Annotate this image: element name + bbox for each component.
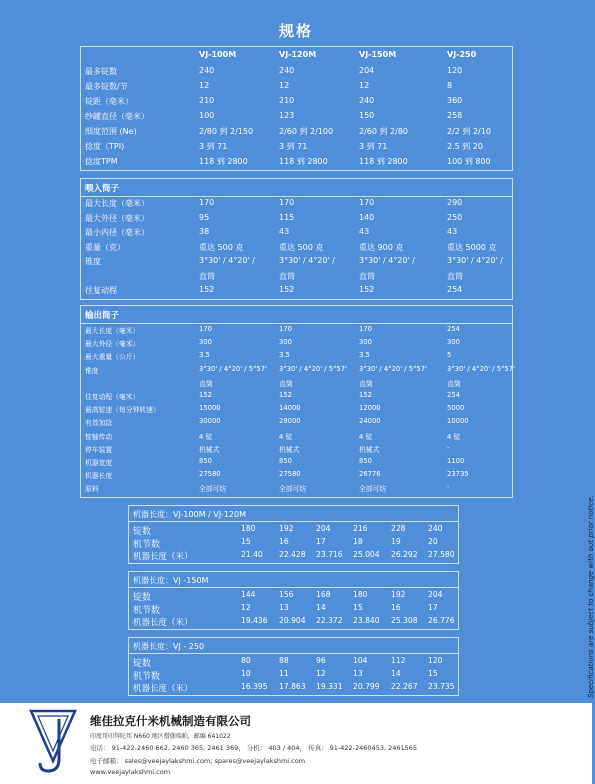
row-label: 机器长度（米） [133,552,193,562]
cell-value: 152 [199,391,212,399]
cell-value: 16 [391,603,401,612]
table-row [81,338,512,351]
cell-value: 258 [447,111,463,120]
cell-value: 2.5 到 20 [447,142,483,151]
cell-value: 360 [447,96,463,105]
row-label: 最大外径（毫米） [85,340,140,349]
cell-value: 38 [199,227,210,236]
cell-value: 27580 [279,470,301,479]
table-row [81,271,512,286]
cell-value: 156 [279,590,294,599]
table-row [81,96,512,111]
cell-value: 170 [359,325,372,333]
cell-value: 204 [316,524,331,533]
cell-value: 直筒 [447,379,461,388]
cell-value: 13 [279,603,289,612]
cell-value: 204 [359,66,375,75]
cell-value: 14 [391,669,401,678]
cell-value: 12 [199,81,210,90]
cell-value: 3 到 71 [199,142,228,151]
cell-value: 17.863 [279,682,306,691]
table-row [81,364,515,378]
cell-value: 170 [279,325,292,333]
cell-value: 重达 500 克 [199,242,244,252]
cell-value: 24000 [359,417,381,426]
side-note: Specifications are subject to change with out prior notice. [587,495,595,698]
table-row [81,457,512,470]
table-row [81,391,512,404]
cell-value: 21.40 [241,550,263,559]
cell-value: 22.428 [279,550,306,559]
cell-value: 20.799 [353,682,380,691]
cell-value: 180 [353,590,368,599]
cell-value: 850 [199,457,212,465]
row-label: 最大重量（公斤） [85,353,140,362]
cell-value: 120 [428,656,443,665]
cell-value: 3°30' / 4°20' / [447,256,503,265]
section-title: 输出筒子 [85,311,120,321]
table-row [81,156,512,171]
table-row [81,256,512,271]
cell-value: 全部可纺 [199,485,227,494]
length-table-vj100m-vj120m [128,505,459,564]
cell-value: 152 [359,391,372,399]
row-label: 最高锭速（每分钟转速） [85,406,160,415]
cell-value: 19 [391,537,401,546]
cell-value: 23.840 [353,616,380,625]
cell-value: 88 [279,656,289,665]
cell-value: 115 [279,212,295,222]
cell-value: 3°30' / 4°20' / [199,256,255,265]
cell-value: 3°30' / 4°20' / [279,256,335,265]
cell-value: 123 [279,111,295,120]
length-table-title: 机器长度：VJ - 250 [133,642,205,651]
row-label: 机节数 [133,672,161,682]
cell-value: 43 [447,227,458,236]
length-table-vj150m [128,571,459,630]
row-label: 最大外径（毫米） [85,213,149,223]
cell-value: 12 [241,603,251,612]
cell-value: 290 [447,198,463,207]
cell-value: 12 [316,669,326,678]
row-label: 锭数 [133,659,152,669]
row-label: 细度范围 (Ne) [85,127,137,136]
table-row [81,378,512,391]
cell-value: 23.735 [428,682,455,691]
cell-value: 204 [428,590,443,599]
row-label: 机节数 [133,540,161,550]
cell-value: 120 [447,66,463,75]
cell-value: 240 [279,66,295,75]
cell-value: 23735 [447,470,469,479]
cell-value: 152 [359,285,375,294]
company-website[interactable]: www.veejaylakshmi.com [90,768,171,776]
cell-value: 3°30' / 4°20' / 5°57' [447,364,515,373]
row-label: 机器长度 [85,472,113,481]
cell-value: 254 [447,325,460,333]
cell-value: 重达 5000 克 [447,242,497,252]
cell-value: 2/80 到 2/150 [199,127,254,136]
company-address: 印度哥印拜陀邦 N660 地区僧伽瑞帕，邮编 641022 [90,733,231,740]
cell-value: 18 [353,537,363,546]
cell-value: 30000 [199,417,221,426]
row-label: 最多锭数/节 [85,82,128,91]
table-row [129,669,458,682]
cell-value: 14000 [279,404,301,413]
row-label: 锭数 [133,527,152,537]
cell-value: 118 到 2800 [199,157,248,166]
cell-value: 216 [353,524,368,533]
cell-value: 240 [428,524,443,533]
output-package-table [80,305,513,498]
cell-value: 15 [428,669,438,678]
cell-value: 26776 [359,470,381,479]
table-row [81,483,512,496]
cell-value: 12 [279,81,290,90]
cell-value: 80 [241,656,251,665]
model-header: VJ-150M [359,50,397,59]
cell-value: - [447,443,450,452]
cell-value: 15 [241,537,251,546]
table-row [81,444,512,457]
table-row [81,470,512,483]
cell-value: 全部可纺 [279,485,307,494]
cell-value: 170 [199,198,215,207]
cell-value: 2/2 到 2/10 [447,127,491,136]
divider [129,587,458,588]
cell-value: 4 锭 [279,432,293,441]
table-row [81,431,512,444]
table-row [129,603,458,616]
table-row [81,417,512,430]
row-label: 锥度 [85,257,101,266]
cell-value: 144 [241,590,256,599]
cell-value: 300 [279,338,292,347]
row-label: 锭数 [133,593,152,603]
cell-value: 11 [279,669,289,678]
cell-value: 104 [353,656,368,665]
cell-value: 2/60 到 2/100 [279,127,334,136]
cell-value: 26.292 [391,550,418,559]
row-label: 捻度（TPI) [85,142,125,151]
cell-value: 12000 [359,404,381,413]
table-row [81,351,512,364]
table-row [81,66,512,81]
cell-value: 170 [279,198,295,207]
model-header: VJ-250 [447,50,477,59]
cell-value: 300 [359,338,372,347]
cell-value: - [447,483,450,492]
table-row [81,213,512,228]
cell-value: 直筒 [359,271,375,281]
table-row [81,285,512,300]
cell-value: 20 [428,537,438,546]
row-label: 停车装置 [85,445,113,454]
cell-value: 210 [199,96,215,105]
cell-value: 170 [359,198,375,207]
feed-package-table [80,178,513,300]
cell-value: 直筒 [279,271,295,281]
cell-value: 13 [353,669,363,678]
cell-value: 19.331 [316,682,343,691]
cell-value: 112 [391,656,406,665]
table-row [129,590,458,603]
cell-value: 1100 [447,457,465,465]
cell-value: 机械式 [199,445,220,454]
cell-value: 2/60 到 2/80 [359,127,409,136]
cell-value: 直筒 [359,379,373,388]
divider [129,653,458,654]
table-row [129,682,458,695]
cell-value: 100 [199,111,215,120]
cell-value: 3.5 [359,351,370,360]
model-header: VJ-120M [279,50,317,59]
table-row [81,227,512,242]
cell-value: 22.267 [391,682,418,691]
length-table-vj250 [128,637,459,696]
table-row [81,111,512,126]
row-label: 原料 [85,485,99,494]
table-row [129,524,458,537]
cell-value: 直筒 [447,271,463,281]
table-row [129,550,458,563]
cell-value: 17 [428,603,438,612]
cell-value: 26.776 [428,616,455,625]
footer [0,703,592,784]
cell-value: 240 [359,96,375,105]
cell-value: 4 锭 [447,432,461,441]
divider [81,196,512,197]
cell-value: 192 [279,524,294,533]
row-label: 锥度 [85,366,99,375]
cell-value: 850 [279,457,292,465]
cell-value: 机械式 [279,445,300,454]
table-row [129,537,458,550]
length-table-title: 机器长度：VJ-100M / VJ-120M [133,510,246,519]
table-row [81,126,512,141]
table-row [129,656,458,669]
cell-value: 直筒 [279,379,293,388]
company-logo [28,707,78,777]
cell-value: 152 [279,391,292,399]
cell-value: 全部可纺 [359,485,387,494]
cell-value: 16.395 [241,682,268,691]
cell-value: 118 到 2800 [279,157,328,166]
cell-value: 12 [359,81,370,90]
cell-value: 27.580 [428,550,455,559]
table-row [81,242,512,257]
row-label: 机节数 [133,606,161,616]
cell-value: 4 锭 [359,432,373,441]
model-header: VJ-100M [199,50,237,59]
cell-value: 直筒 [199,379,213,388]
cell-value: 3°30' / 4°20' / 5°57' [359,364,427,373]
cell-value: 15 [353,603,363,612]
row-label: 捻度TPM [85,157,118,166]
row-label: 锭轴传动 [85,432,113,441]
company-phone: 电话： 91-422-2460 662, 2460 365, 2461 369， 分机： 403 / 404， 传真： 91-422-2460453, 2461565 [90,744,418,752]
row-label: 纱罐直径（毫米） [85,112,149,121]
row-label: 往复动程（毫米） [85,393,140,401]
table-row [81,141,512,156]
cell-value: 10000 [447,417,469,426]
cell-value: 300 [447,338,460,347]
cell-value: 850 [359,457,372,465]
cell-value: 3°30' / 4°20' / [359,256,415,265]
cell-value: 300 [199,338,212,347]
model-header-row [81,50,512,64]
cell-value: 3.5 [279,351,290,360]
page-title: 规格 [278,22,313,40]
cell-value: 直筒 [199,271,215,281]
cell-value: 150 [359,111,375,120]
specs-table [80,46,513,171]
table-row [81,404,512,417]
cell-value: 100 到 800 [447,157,491,166]
company-email[interactable]: 电子邮箱： sales@veejaylakshmi.com; spares@veejaylakshmi.com [90,757,306,765]
cell-value: 重达 900 克 [359,242,404,252]
cell-value: 20.904 [279,616,306,625]
table-row [81,325,512,338]
cell-value: 10 [241,669,251,678]
row-label: 最大长度（毫米） [85,199,149,208]
cell-value: 140 [359,212,375,222]
cell-value: 3°30' / 4°20' / 5°57' [279,364,347,373]
row-label: 最多锭数 [85,67,117,76]
cell-value: 15000 [199,404,221,413]
row-label: 机器长度（米） [133,684,193,694]
cell-value: 17 [316,537,326,546]
cell-value: 4 锭 [199,432,213,441]
row-label: 重量（克） [85,242,125,252]
cell-value: 27580 [199,470,221,479]
cell-value: 重达 500 克 [279,242,324,252]
cell-value: 250 [447,212,463,222]
row-label: 最大长度（毫米） [85,327,140,335]
row-label: 最小内径（毫米） [85,228,149,237]
cell-value: 43 [359,227,370,236]
cell-value: 3.5 [199,351,210,360]
row-label: 锭距（毫米） [85,97,133,106]
cell-value: 8 [447,81,453,90]
cell-value: 19.436 [241,616,268,625]
cell-value: 152 [279,285,295,294]
table-row [129,616,458,629]
cell-value: 5 [447,351,452,360]
cell-value: 14 [316,603,326,612]
cell-value: 180 [241,524,256,533]
cell-value: 95 [199,212,210,222]
row-label: 往复动程 [85,286,117,295]
row-label: 机器宽度 [85,459,113,467]
cell-value: 168 [316,590,331,599]
divider [81,323,512,324]
row-label: 机器长度（米） [133,618,193,628]
company-name: 维佳拉克什米机械制造有限公司 [90,714,251,728]
cell-value: 3°30' / 4°20' / 5°57' [199,364,267,373]
cell-value: 25.004 [353,550,380,559]
cell-value: 152 [199,285,215,294]
cell-value: 254 [447,285,463,294]
cell-value: 5000 [447,404,465,413]
cell-value: 43 [279,227,290,236]
divider [129,521,458,522]
cell-value: 28000 [279,417,301,426]
cell-value: 25.308 [391,616,418,625]
section-title: 喂入筒子 [85,184,120,194]
cell-value: 118 到 2800 [359,157,408,166]
table-row [81,81,512,96]
cell-value: 192 [391,590,406,599]
cell-value: 机械式 [359,445,380,454]
cell-value: 3 到 71 [279,142,308,151]
cell-value: 228 [391,524,406,533]
row-label: 有效加捻 [85,419,113,428]
cell-value: 96 [316,656,326,665]
length-table-title: 机器长度：VJ -150M [133,576,209,585]
cell-value: 210 [279,96,295,105]
cell-value: 16 [279,537,289,546]
cell-value: 23.716 [316,550,343,559]
cell-value: 3 到 71 [359,142,388,151]
cell-value: 170 [199,325,212,333]
cell-value: 254 [447,391,460,399]
cell-value: 240 [199,66,215,75]
table-row [81,198,512,213]
cell-value: 22.372 [316,616,343,625]
